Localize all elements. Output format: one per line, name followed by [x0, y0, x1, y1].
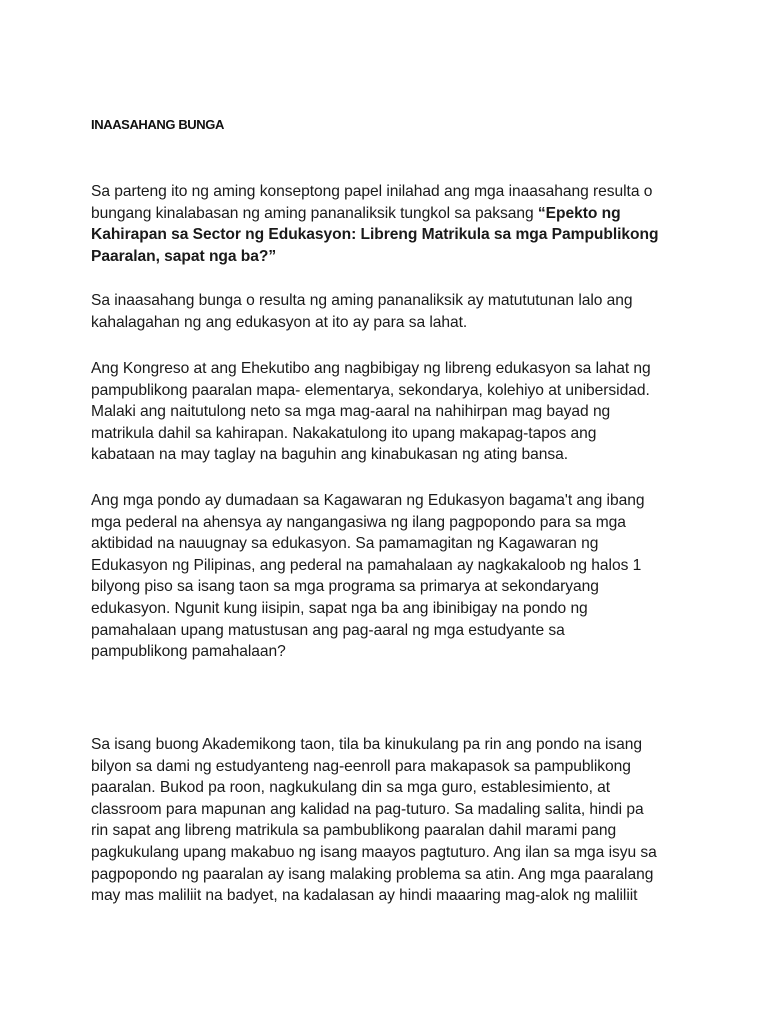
- paragraph-funding: [91, 490, 691, 663]
- topic-title-line: Kahirapan sa Sector ng Edukasyon: Libreng Matrikula sa mga Pampublikong: [91, 226, 659, 244]
- topic-title-start: “Epekto ng: [537, 204, 621, 222]
- text-line: matrikula dahil sa kahirapan. Nakakatulong ito upang makapag-tapos ang: [91, 424, 597, 442]
- paragraph-congress: [91, 358, 691, 466]
- text-line: pagkukulang upang makabuo ng isang maayos pagtuturo. Ang ilan sa mga isyu sa: [91, 843, 657, 861]
- text-line: bilyon sa dami ng estudyanteng nag-eenroll para makapasok sa pampublikong: [91, 757, 631, 775]
- paragraph-expected-result: [91, 290, 691, 333]
- text-line: pampublikong paaralan mapa- elementarya, sekondarya, kolehiyo at unibersidad.: [91, 381, 650, 399]
- text-line: Sa inaasahang bunga o resulta ng aming pananaliksik ay matututunan lalo ang: [91, 292, 633, 309]
- section-heading: INAASAHANG BUNGA: [91, 117, 224, 132]
- text-line: rin sapat ang libreng matrikula sa pambublikong paaralan dahil marami pang: [91, 822, 617, 840]
- paragraph-academic-year: [91, 734, 691, 907]
- text-line: Edukasyon ng Pilipinas, ang pederal na pamahalaan ay nagkakaloob ng halos 1: [91, 556, 642, 574]
- text-line: Malaki ang naitutulong neto sa mga mag-aaral na nahihirpan mag bayad ng: [91, 403, 611, 421]
- text-line: may mas maliliit na badyet, na kadalasan ay hindi maaaring mag-alok ng maliliit: [91, 887, 638, 905]
- text-line: bilyong piso sa isang taon sa mga programa sa primarya at sekondaryang: [91, 578, 599, 596]
- text-line: aktibidad na nauugnay sa edukasyon. Sa pamamagitan ng Kagawaran ng: [91, 535, 599, 553]
- text-line: pagpopondo ng paaralan ay isang malaking problema sa atin. Ang mga paaralang: [91, 865, 654, 883]
- text-line: Sa parteng ito ng aming konseptong papel inilahad ang mga inaasahang resulta o: [91, 183, 653, 200]
- text-line: pampublikong pamahalaan?: [91, 643, 286, 661]
- text-line-plain: bungang kinalabasan ng aming pananaliksik tungkol sa paksang: [91, 204, 538, 222]
- text-line: mga pederal na ahensya ay nangangasiwa ng ilang pagpopondo para sa mga: [91, 513, 626, 531]
- text-line: pamahalaan upang matustusan ang pag-aaral ng mga estudyante sa: [91, 621, 565, 639]
- text-line: kahalagahan ng ang edukasyon at ito ay para sa lahat.: [91, 313, 468, 331]
- text-line: [91, 203, 691, 225]
- text-line: Sa isang buong Akademikong taon, tila ba kinukulang pa rin ang pondo na isang: [91, 736, 643, 753]
- text-line: classroom para mapunan ang kalidad na pag-tuturo. Sa madaling salita, hindi pa: [91, 800, 644, 818]
- text-line: kabataan na may taglay na baguhin ang kinabukasan ng ating bansa.: [91, 446, 569, 464]
- text-line: Ang mga pondo ay dumadaan sa Kagawaran ng Edukasyon bagama't ang ibang: [91, 492, 645, 509]
- text-line: Ang Kongreso at ang Ehekutibo ang nagbibigay ng libreng edukasyon sa lahat ng: [91, 360, 651, 377]
- topic-title-line: Paaralan, sapat nga ba?”: [91, 247, 277, 265]
- paragraph-intro: [91, 181, 691, 267]
- text-line: edukasyon. Ngunit kung iisipin, sapat nga ba ang ibinibigay na pondo ng: [91, 599, 588, 617]
- text-line: paaralan. Bukod pa roon, nagkukulang din sa mga guro, establesimiento, at: [91, 779, 611, 797]
